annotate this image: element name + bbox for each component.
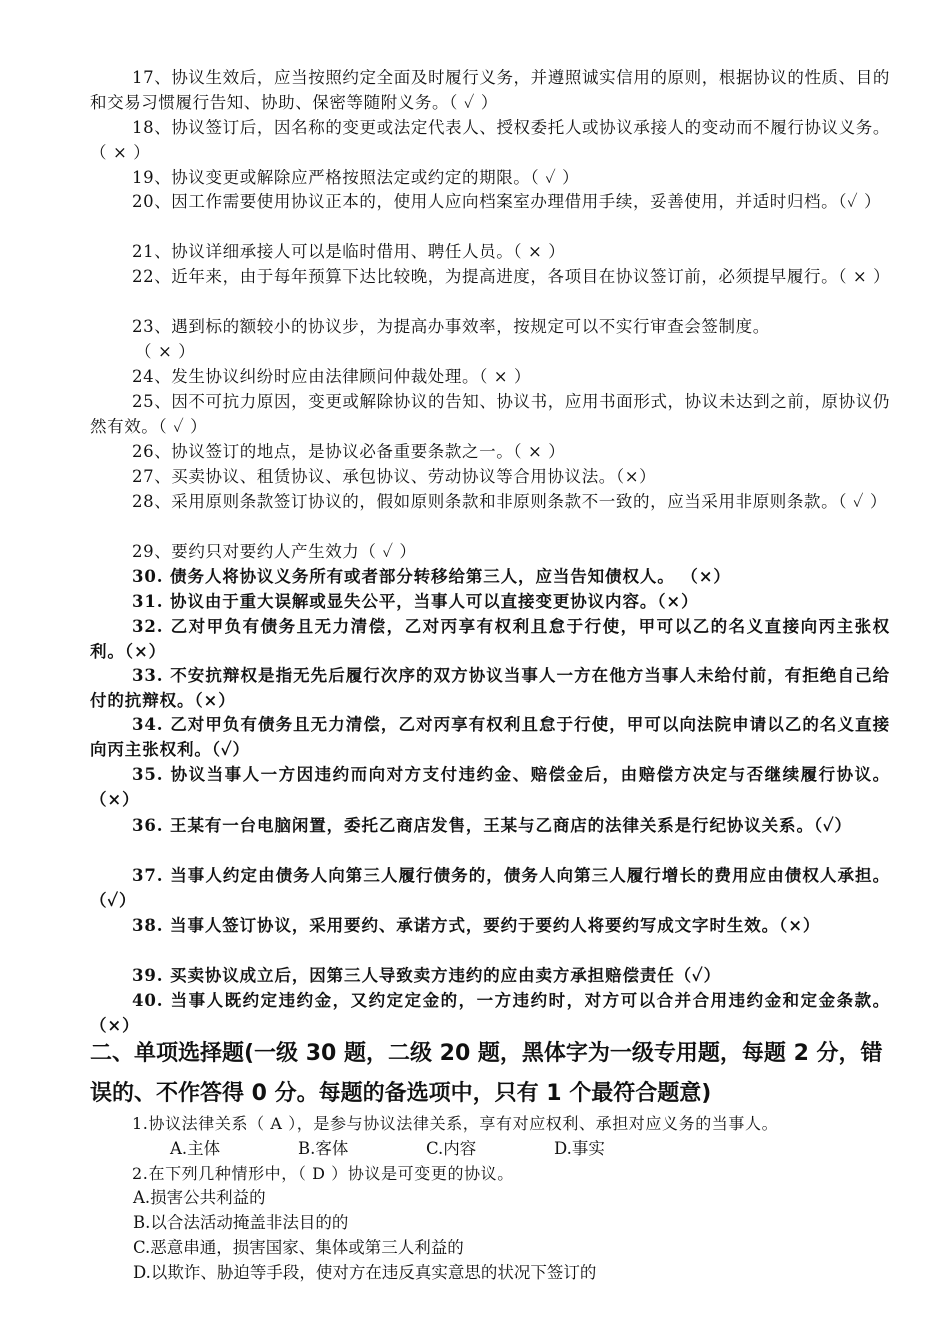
judgment-item-26: 26、协议签订的地点，是协议必备重要条款之一。（ × ） xyxy=(132,442,566,461)
judgment-item-22: 22、近年来，由于每年预算下达比较晚，为提高进度，各项目在协议签订前，必须提早履行。（ × ） xyxy=(132,267,891,286)
judgment-item-18: 18、协议签订后，因名称的变更或法定代表人、授权委托人或协议承接人的变动而不履行协议义务。（ × ） xyxy=(90,118,890,162)
judgment-item-17: 17、协议生效后，应当按照约定全面及时履行义务，并遵照诚实信用的原则，根据协议的性质、目的和交易习惯履行告知、协助、保密等随附义务。（ ✓ ） xyxy=(90,68,890,112)
question-1-stem: 1.协议法律关系（ A ），是参与协议法律关系，享有对应权利、承担对应义务的当事人。 xyxy=(132,1114,779,1133)
judgment-item-31: 31. 协议由于重大误解或显失公平，当事人可以直接变更协议内容。（×） xyxy=(132,592,699,611)
judgment-item-32: 32. 乙对甲负有债务且无力清偿，乙对丙享有权利且怠于行使，甲可以乙的名义直接向丙主张权利。（×） xyxy=(90,617,890,661)
judgment-item-21: 21、协议详细承接人可以是临时借用、聘任人员。（ × ） xyxy=(132,242,566,261)
judgment-item-33: 33. 不安抗辩权是指无先后履行次序的双方协议当事人一方在他方当事人未给付前，有拒绝自己给付的抗辩权。（×） xyxy=(90,666,890,710)
judgment-item-30: 30. 债务人将协议义务所有或者部分转移给第三人，应当告知债权人。 （×） xyxy=(132,567,731,586)
question-2-option-b: B.以合法活动掩盖非法目的的 xyxy=(133,1213,349,1232)
section-heading: 二、单项选择题(一级 30 题，二级 20 题，黑体字为一级专用题，每题 2 分，错误的、不作答得 0 分。每题的备选项中，只有 1 个最符合题意) xyxy=(90,1041,883,1106)
question-1-options xyxy=(170,1137,682,1161)
judgment-item-40: 40. 当事人既约定违约金，又约定定金的，一方违约时，对方可以合并合用违约金和定金条款。（×） xyxy=(90,991,890,1035)
judgment-item-34: 34. 乙对甲负有债务且无力清偿，乙对丙享有权利且怠于行使，甲可以向法院申请以乙的名义直接向丙主张权利。（✓） xyxy=(90,715,890,759)
question-2-option-a: A.损害公共利益的 xyxy=(133,1188,266,1207)
question-2-option-d: D.以欺诈、胁迫等手段，使对方在违反真实意思的状况下签订的 xyxy=(133,1263,597,1282)
judgment-item-23-answer: （ × ） xyxy=(135,342,196,361)
judgment-item-27: 27、买卖协议、租赁协议、承包协议、劳动协议等合用协议法。（×） xyxy=(132,467,657,486)
judgment-item-29: 29、要约只对要约人产生效力（ ✓ ） xyxy=(132,542,417,561)
judgment-item-36: 36. 王某有一台电脑闲置，委托乙商店发售，王某与乙商店的法律关系是行纪协议关系。（✓） xyxy=(132,816,852,835)
option-b: B.客体 xyxy=(298,1139,349,1158)
judgment-item-25: 25、因不可抗力原因，变更或解除协议的告知、协议书，应用书面形式，协议未达到之前，原协议仍然有效。（ ✓ ） xyxy=(90,392,890,436)
judgment-item-28: 28、采用原则条款签订协议的，假如原则条款和非原则条款不一致的，应当采用非原则条款。（ ✓ ） xyxy=(132,492,888,511)
question-2-option-c: C.恶意串通，损害国家、集体或第三人利益的 xyxy=(133,1238,464,1257)
judgment-item-24: 24、发生协议纠纷时应由法律顾问仲裁处理。（ × ） xyxy=(132,367,532,386)
judgment-item-35: 35. 协议当事人一方因违约而向对方支付违约金、赔偿金后，由赔偿方决定与否继续履行协议。（×） xyxy=(90,765,890,809)
option-a: A.主体 xyxy=(170,1139,221,1158)
option-d: D.事实 xyxy=(554,1139,605,1158)
judgment-item-37: 37. 当事人约定由债务人向第三人履行债务的，债务人向第三人履行增长的费用应由债权人承担。（✓） xyxy=(90,866,890,910)
option-c: C.内容 xyxy=(426,1139,477,1158)
question-2-stem: 2.在下列几种情形中，（ D ）协议是可变更的协议。 xyxy=(132,1164,514,1183)
judgment-item-23: 23、遇到标的额较小的协议步，为提高办事效率，按规定可以不实行审查会签制度。 xyxy=(132,317,770,336)
judgment-item-19: 19、协议变更或解除应严格按照法定或约定的期限。（ ✓ ） xyxy=(132,168,580,187)
judgment-item-38: 38. 当事人签订协议，采用要约、承诺方式，要约于要约人将要约写成文字时生效。（×） xyxy=(132,916,821,935)
judgment-item-20: 20、因工作需要使用协议正本的，使用人应向档案室办理借用手续，妥善使用，并适时归档。（✓ ） xyxy=(132,192,882,211)
judgment-item-39: 39. 买卖协议成立后，因第三人导致卖方违约的应由卖方承担赔偿责任（✓） xyxy=(132,966,721,985)
